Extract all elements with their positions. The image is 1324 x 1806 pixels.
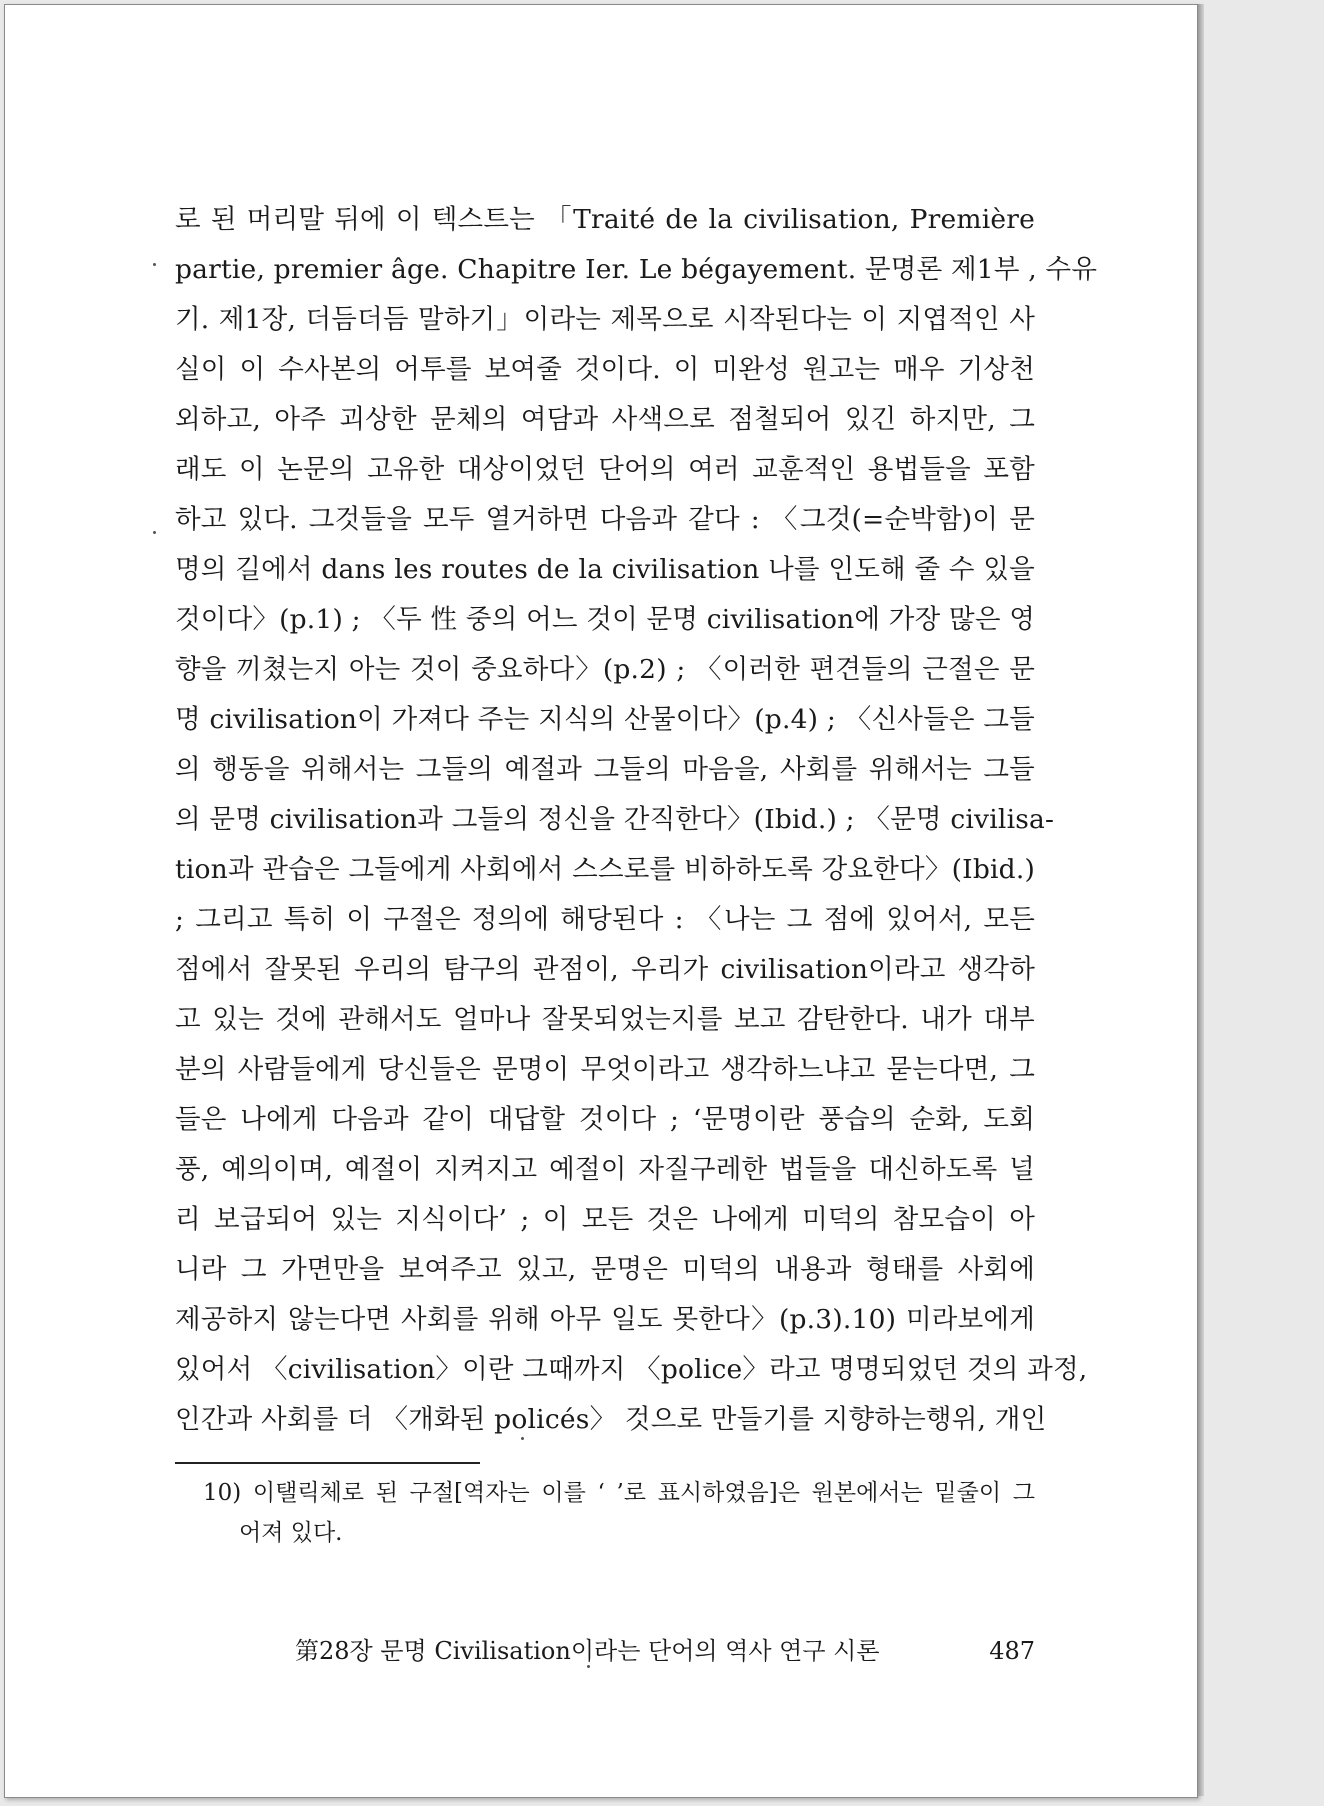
book-page [4,4,1198,1798]
body-line: 실이 이 수사본의 어투를 보여줄 것이다. 이 미완성 원고는 매우 기상천 [175,354,1035,385]
scan-speck [153,263,156,266]
body-line: 의 행동을 위해서는 그들의 예절과 그들의 마음을, 사회를 위해서는 그들 [175,754,1035,785]
scan-speck [153,531,156,534]
body-line: 니라 그 가면만을 보여주고 있고, 문명은 미덕의 내용과 형태를 사회에 [175,1254,1035,1285]
body-line: 점에서 잘못된 우리의 탐구의 관점이, 우리가 civilisation이라고 생각하 [175,954,1035,985]
body-line: 리 보급되어 있는 지식이다’ ; 이 모든 것은 나에게 미덕의 참모습이 아 [175,1204,1035,1235]
body-line: 기. 제1장, 더듬더듬 말하기」이라는 제목으로 시작된다는 이 지엽적인 사 [175,304,1035,335]
body-line: 의 문명 civilisation과 그들의 정신을 간직한다〉(Ibid.) ; 〈문명 civilisa- [175,804,1055,835]
page-number: 487 [989,1637,1035,1665]
footnote-line-1: 10) 이탤릭체로 된 구절[역자는 이를 ‘ ’로 표시하였음]은 원본에서는 밑줄이 그 [203,1480,1035,1506]
body-line: 하고 있다. 그것들을 모두 열거하면 다음과 같다 : 〈그것(=순박함)이 문 [175,504,1035,535]
body-line: 들은 나에게 다음과 같이 대답할 것이다 ; ‘문명이란 풍습의 순화, 도회 [175,1104,1035,1135]
scan-speck [521,1437,524,1440]
body-line: 명의 길에서 dans les routes de la civilisation 나를 인도해 줄 수 있을 [175,554,1035,585]
body-line: 래도 이 논문의 고유한 대상이었던 단어의 여러 교훈적인 용법들을 포함 [175,454,1035,485]
body-line: 것이다〉(p.1) ; 〈두 性 중의 어느 것이 문명 civilisation에 가장 많은 영 [175,604,1036,635]
running-footer [295,1631,1035,1671]
body-line: 분의 사람들에게 당신들은 문명이 무엇이라고 생각하느냐고 묻는다면, 그 [175,1054,1035,1085]
body-line: 제공하지 않는다면 사회를 위해 아무 일도 못한다〉(p.3).10) 미라보에게 [175,1304,1035,1335]
body-line: 풍, 예의이며, 예절이 지켜지고 예절이 자질구레한 법들을 대신하도록 널 [175,1154,1035,1185]
body-line: partie, premier âge. Chapitre Ier. Le bégayement. 문명론 제1부 , 수유 [175,254,1098,285]
body-line: 명 civilisation이 가져다 주는 지식의 산물이다〉(p.4) ; 〈신사들은 그들 [175,704,1035,735]
body-line: 외하고, 아주 괴상한 문체의 여담과 사색으로 점철되어 있긴 하지만, 그 [175,404,1035,435]
body-line: ; 그리고 특히 이 구절은 정의에 해당된다 : 〈나는 그 점에 있어서, 모든 [175,904,1035,935]
body-line: 있어서 〈civilisation〉이란 그때까지 〈police〉라고 명명되었던 것의 과정, [175,1354,1088,1385]
chapter-title: 第28장 문명 Civilisation이라는 단어의 역사 연구 시론 [295,1637,880,1665]
body-text [175,195,1098,1445]
page-edge-shadow [1198,4,1204,1796]
body-line: tion과 관습은 그들에게 사회에서 스스로를 비하하도록 강요한다〉(Ibid.) [175,854,1035,885]
body-line: 향을 끼쳤는지 아는 것이 중요하다〉(p.2) ; 〈이러한 편견들의 근절은 문 [175,654,1035,685]
footnote-divider [175,1462,480,1464]
body-line: 로 된 머리말 뒤에 이 텍스트는 「Traité de la civilisation, Première [175,204,1035,235]
scan-speck [587,1665,590,1668]
footnote-line-2: 어져 있다. [239,1520,343,1546]
body-line: 인간과 사회를 더 〈개화된 policés〉 것으로 만들기를 지향하는행위, 개인 [175,1404,1047,1435]
footnote [203,1473,1035,1553]
body-line: 고 있는 것에 관해서도 얼마나 잘못되었는지를 보고 감탄한다. 내가 대부 [175,1004,1035,1035]
